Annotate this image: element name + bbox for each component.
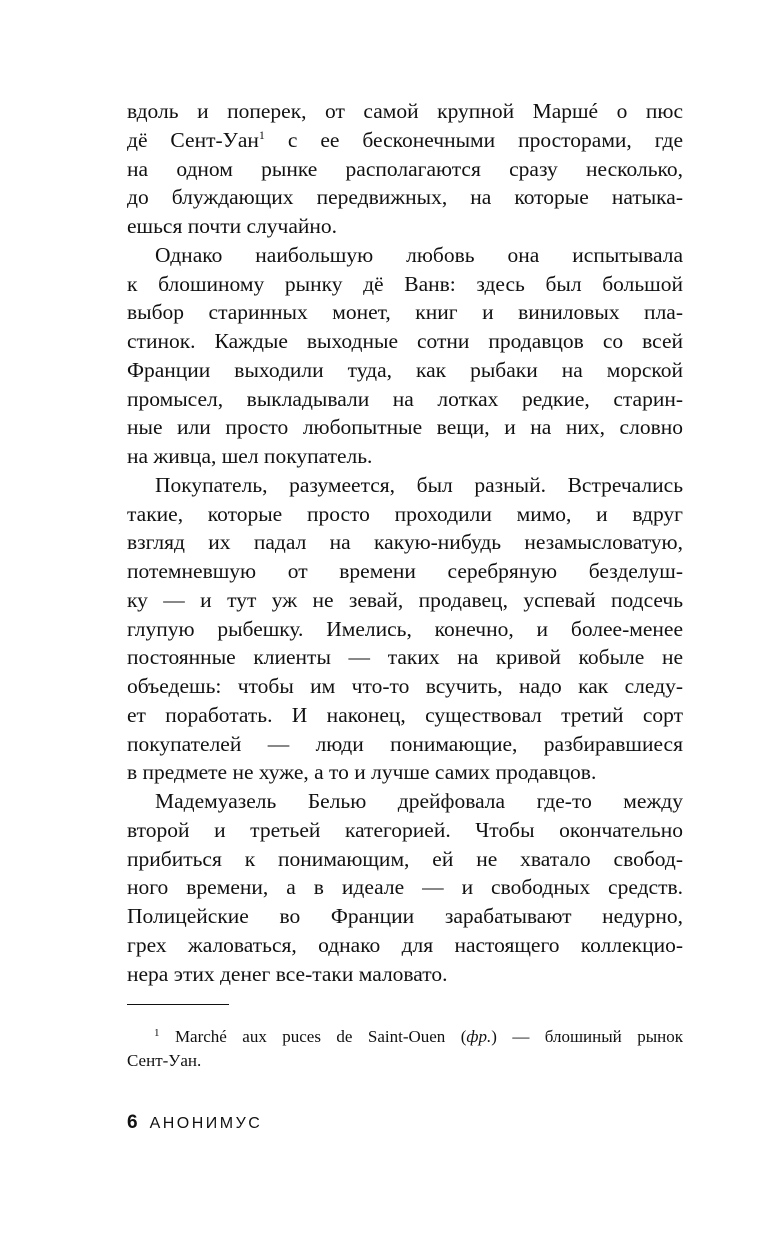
- text-line: на одном рынке располагаются сразу несколько,: [127, 156, 683, 181]
- body-text: [127, 97, 683, 988]
- text-line: Франции выходили туда, как рыбаки на морской: [127, 357, 683, 382]
- text-line: Покупатель, разумеется, был разный. Встречались: [155, 472, 683, 497]
- text-line: ные или просто любопытные вещи, и на них, словно: [127, 415, 683, 440]
- text-line: прибиться к понимающим, ей не хватало свобод-: [127, 846, 683, 871]
- text-line: промысел, выкладывали на лотках редкие, старин-: [127, 386, 683, 411]
- text-line: ного времени, а в идеале — и свободных средств.: [127, 875, 683, 900]
- page-number: 6: [127, 1112, 138, 1133]
- text-line: Мадемуазель Белью дрейфовала где-то между: [155, 789, 683, 813]
- text-line: вдоль и поперек, от самой крупной Маршé о пюс: [127, 99, 683, 123]
- text-line: ет поработать. И наконец, существовал третий сорт: [127, 702, 683, 727]
- text-fragment: дё Сент-Уан: [127, 127, 259, 152]
- footnote-line: Сент-Уан.: [127, 1051, 202, 1070]
- text-line: до блуждающих передвижных, на которые натыка-: [127, 185, 683, 210]
- folio: [127, 1112, 262, 1134]
- text-line: ешься почти случайно.: [127, 214, 338, 238]
- text-line: нера этих денег все-таки маловато.: [127, 961, 448, 986]
- footnote-line: [127, 1025, 683, 1049]
- text-fragment: с ее бесконечными просторами, где: [264, 127, 683, 152]
- text-line: взгляд их падал на какую-нибудь незамысловатую,: [127, 530, 683, 555]
- text-line: потемневшую от времени серебряную безделуш-: [127, 559, 683, 583]
- text-line: глупую рыбешку. Имелись, конечно, и более-менее: [127, 616, 683, 641]
- footnote-text: Marché aux puces de Saint-Ouen (: [174, 1027, 467, 1046]
- text-line: в предмете не хуже, а то и лучше самих продавцов.: [127, 760, 597, 785]
- footnote-divider: [127, 1004, 229, 1005]
- footnote: [127, 1025, 683, 1073]
- text-line: ку — и тут уж не зевай, продавец, успевай подсечь: [127, 587, 683, 612]
- text-line: [127, 126, 683, 155]
- text-line: Полицейские во Франции зарабатывают недурно,: [127, 904, 683, 928]
- footnote-text: ) — блошиный рынок: [491, 1027, 683, 1046]
- text-line: на живца, шел покупатель.: [127, 444, 373, 468]
- running-head: АНОНИМУС: [149, 1115, 263, 1132]
- text-line: стинок. Каждые выходные сотни продавцов со всей: [127, 329, 683, 353]
- text-line: такие, которые просто проходили мимо, и вдруг: [127, 501, 683, 526]
- text-line: к блошиному рынку дё Ванв: здесь был большой: [127, 271, 683, 296]
- text-line: выбор старинных монет, книг и виниловых пла-: [127, 300, 683, 325]
- text-line: постоянные клиенты — таких на кривой кобыле не: [127, 645, 683, 670]
- footnote-mark: 1: [154, 1027, 160, 1039]
- text-line: второй и третьей категорией. Чтобы окончательно: [127, 817, 683, 842]
- text-line: Однако наибольшую любовь она испытывала: [155, 242, 683, 267]
- footnote-italic: фр.: [466, 1027, 492, 1046]
- text-line: грех жаловаться, однако для настоящего коллекцио-: [127, 932, 683, 957]
- text-line: объедешь: чтобы им что-то всучить, надо как следу-: [127, 674, 683, 698]
- text-line: покупателей — люди понимающие, разбиравшиеся: [127, 731, 683, 756]
- footnote-reference[interactable]: 1: [258, 127, 265, 142]
